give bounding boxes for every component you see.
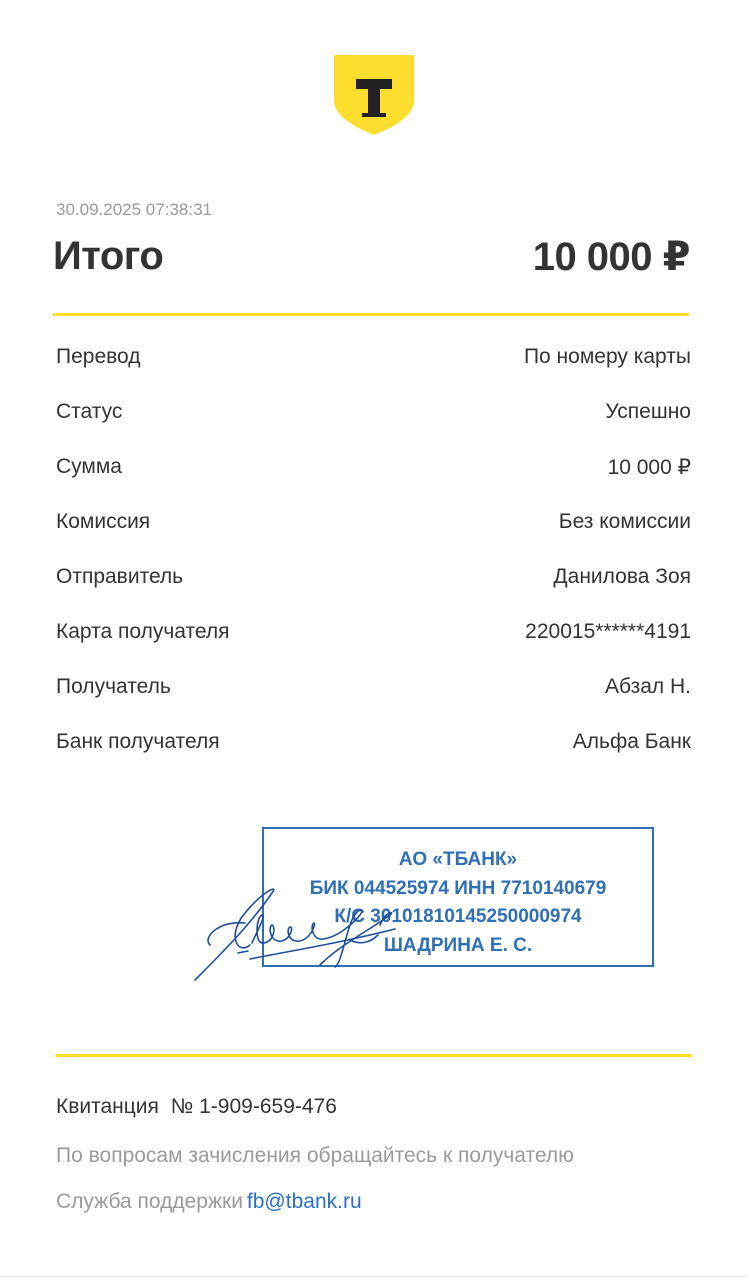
detail-value: Без комиссии bbox=[558, 510, 691, 533]
detail-row-sender bbox=[56, 565, 691, 620]
detail-row-recipient-bank bbox=[56, 730, 691, 785]
detail-label: Комиссия bbox=[56, 510, 151, 533]
total-label: Итого bbox=[53, 234, 164, 278]
support-line bbox=[56, 1190, 362, 1214]
detail-value: 220015******4191 bbox=[525, 620, 691, 643]
detail-value: Успешно bbox=[605, 400, 691, 423]
detail-value: 10 000 ₽ bbox=[607, 456, 691, 479]
detail-label: Карта получателя bbox=[56, 620, 230, 643]
transaction-datetime: 30.09.2025 07:38:31 bbox=[56, 200, 212, 219]
detail-row-transfer-type bbox=[56, 345, 691, 400]
detail-label: Получатель bbox=[56, 675, 171, 698]
bottom-divider bbox=[56, 1054, 692, 1057]
stamp-correspondent-account: К/С 30101810145250000974 bbox=[334, 906, 582, 927]
detail-label: Отправитель bbox=[56, 565, 184, 588]
detail-label: Банк получателя bbox=[56, 730, 220, 753]
support-email-link[interactable]: fb@tbank.ru bbox=[246, 1190, 362, 1213]
detail-value: По номеру карты bbox=[523, 345, 691, 368]
support-label: Служба поддержки bbox=[56, 1190, 243, 1213]
detail-label: Перевод bbox=[56, 345, 141, 368]
detail-value: Абзал Н. bbox=[605, 675, 691, 698]
detail-label: Сумма bbox=[56, 455, 122, 478]
stamp-signatory: ШАДРИНА Е. С. bbox=[383, 934, 533, 956]
tbank-shield-icon bbox=[334, 55, 414, 135]
total-amount: 10 000 ₽ bbox=[532, 235, 690, 279]
detail-row-commission bbox=[56, 510, 691, 565]
detail-value: Данилова Зоя bbox=[553, 565, 691, 588]
stamp-bank-name: АО «ТБАНК» bbox=[398, 849, 518, 870]
detail-row-status bbox=[56, 400, 691, 455]
receipt-number-line bbox=[56, 1095, 337, 1119]
detail-row-recipient bbox=[56, 675, 691, 730]
receipt-number: № 1-909-659-476 bbox=[170, 1095, 337, 1118]
detail-row-recipient-card bbox=[56, 620, 691, 675]
tbank-logo bbox=[334, 55, 414, 135]
recipient-hint: По вопросам зачисления обращайтесь к получателю bbox=[56, 1144, 574, 1167]
top-divider bbox=[53, 313, 689, 316]
detail-label: Статус bbox=[56, 400, 123, 423]
signature-icon bbox=[190, 885, 420, 985]
detail-row-amount bbox=[56, 455, 691, 510]
detail-value: Альфа Банк bbox=[572, 730, 691, 753]
page-bottom-edge bbox=[0, 1276, 747, 1277]
receipt-label: Квитанция bbox=[56, 1095, 159, 1118]
stamp-bik-inn: БИК 044525974 ИНН 7710140679 bbox=[309, 877, 607, 899]
transfer-details bbox=[56, 345, 691, 785]
